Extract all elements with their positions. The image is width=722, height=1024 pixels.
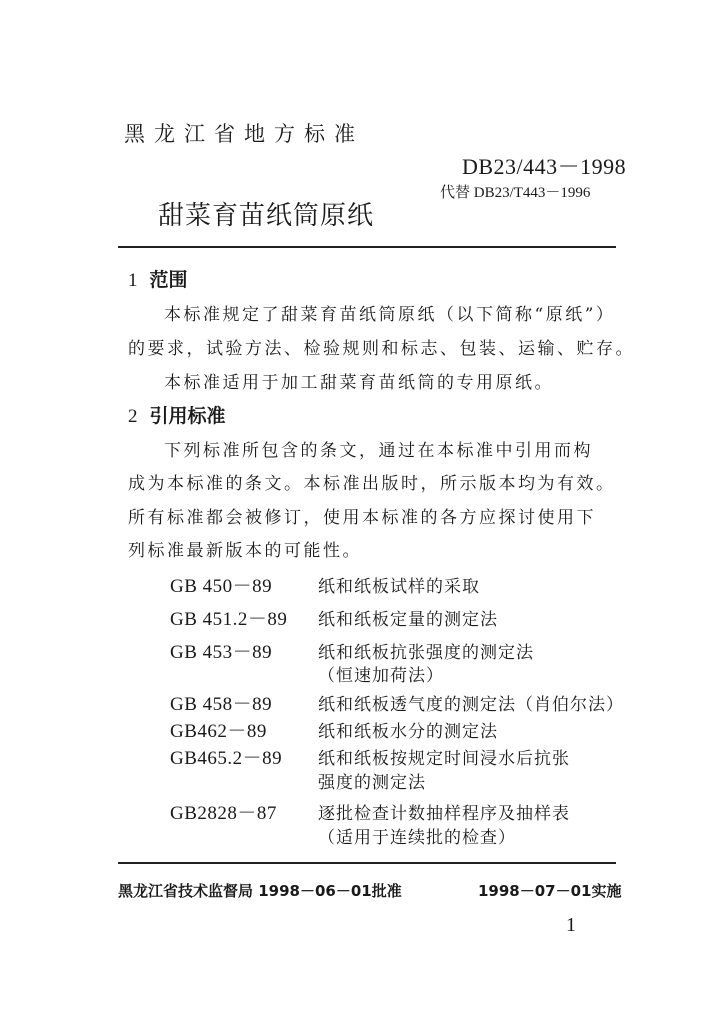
reference-item xyxy=(170,571,480,598)
reference-title: 纸和纸板透气度的测定法（肖伯尔法） xyxy=(318,695,624,715)
reference-code: GB462－89 xyxy=(170,721,267,742)
section-2-title: 引用标准 xyxy=(149,405,226,427)
section-2-heading xyxy=(128,401,226,428)
reference-code: GB 451.2－89 xyxy=(170,609,288,630)
reference-code: GB 450－89 xyxy=(170,576,273,597)
section-1-line-1: 本标准规定了甜菜育苗纸筒原纸（以下简称“原纸”） xyxy=(164,305,616,325)
reference-title: 纸和纸板抗张强度的测定法 xyxy=(318,643,534,663)
reference-code: GB2828－87 xyxy=(170,803,277,824)
section-1-number: 1 xyxy=(128,270,138,291)
standard-code: DB23/443－1998 xyxy=(462,154,627,179)
footer-divider xyxy=(118,862,616,864)
replaced-standard: 代替 DB23/T443－1996 xyxy=(440,185,591,201)
reference-code: GB 458－89 xyxy=(170,694,273,715)
approval-line: 黑龙江省技术监督局 1998－06－01批准 xyxy=(118,882,402,900)
reference-item xyxy=(170,637,534,664)
reference-item xyxy=(170,743,570,770)
reference-item xyxy=(170,689,624,716)
reference-title: 纸和纸板水分的测定法 xyxy=(318,722,498,742)
reference-title: 逐批检查计数抽样程序及抽样表 xyxy=(318,804,570,824)
reference-subtitle: （恒速加荷法） xyxy=(318,666,444,686)
section-2-line-4: 列标准最新版本的可能性。 xyxy=(128,541,362,561)
section-2-line-1: 下列标准所包含的条文，通过在本标准中引用而构 xyxy=(164,441,593,461)
reference-title: 纸和纸板试样的采取 xyxy=(318,577,480,597)
section-1-title: 范围 xyxy=(149,269,188,291)
reference-subtitle: 强度的测定法 xyxy=(318,773,426,793)
reference-code: GB 453－89 xyxy=(170,642,273,663)
reference-title: 纸和纸板定量的测定法 xyxy=(318,610,498,630)
reference-title: 纸和纸板按规定时间浸水后抗张 xyxy=(318,749,570,769)
reference-item xyxy=(170,604,498,631)
reference-item xyxy=(170,798,570,825)
header-divider xyxy=(118,246,616,248)
page-number: 1 xyxy=(566,914,576,936)
section-1-heading xyxy=(128,265,188,292)
section-2-line-2: 成为本标准的条文。本标准出版时，所示版本均为有效。 xyxy=(128,474,616,494)
section-2-line-3: 所有标准都会被修订，使用本标准的各方应探讨使用下 xyxy=(128,508,596,528)
reference-item xyxy=(170,716,498,743)
section-1-line-3: 本标准适用于加工甜菜育苗纸筒的专用原纸。 xyxy=(164,373,554,393)
document-title: 甜菜育苗纸筒原纸 xyxy=(158,201,375,231)
reference-code: GB465.2－89 xyxy=(170,748,283,769)
section-2-number: 2 xyxy=(128,406,138,427)
reference-subtitle: （适用于连续批的检查） xyxy=(318,828,516,848)
effective-date: 1998－07－01实施 xyxy=(478,882,622,900)
section-1-line-2: 的要求，试验方法、检验规则和标志、包装、运输、贮存。 xyxy=(128,339,635,359)
issuing-authority: 黑龙江省地方标准 xyxy=(124,122,364,146)
